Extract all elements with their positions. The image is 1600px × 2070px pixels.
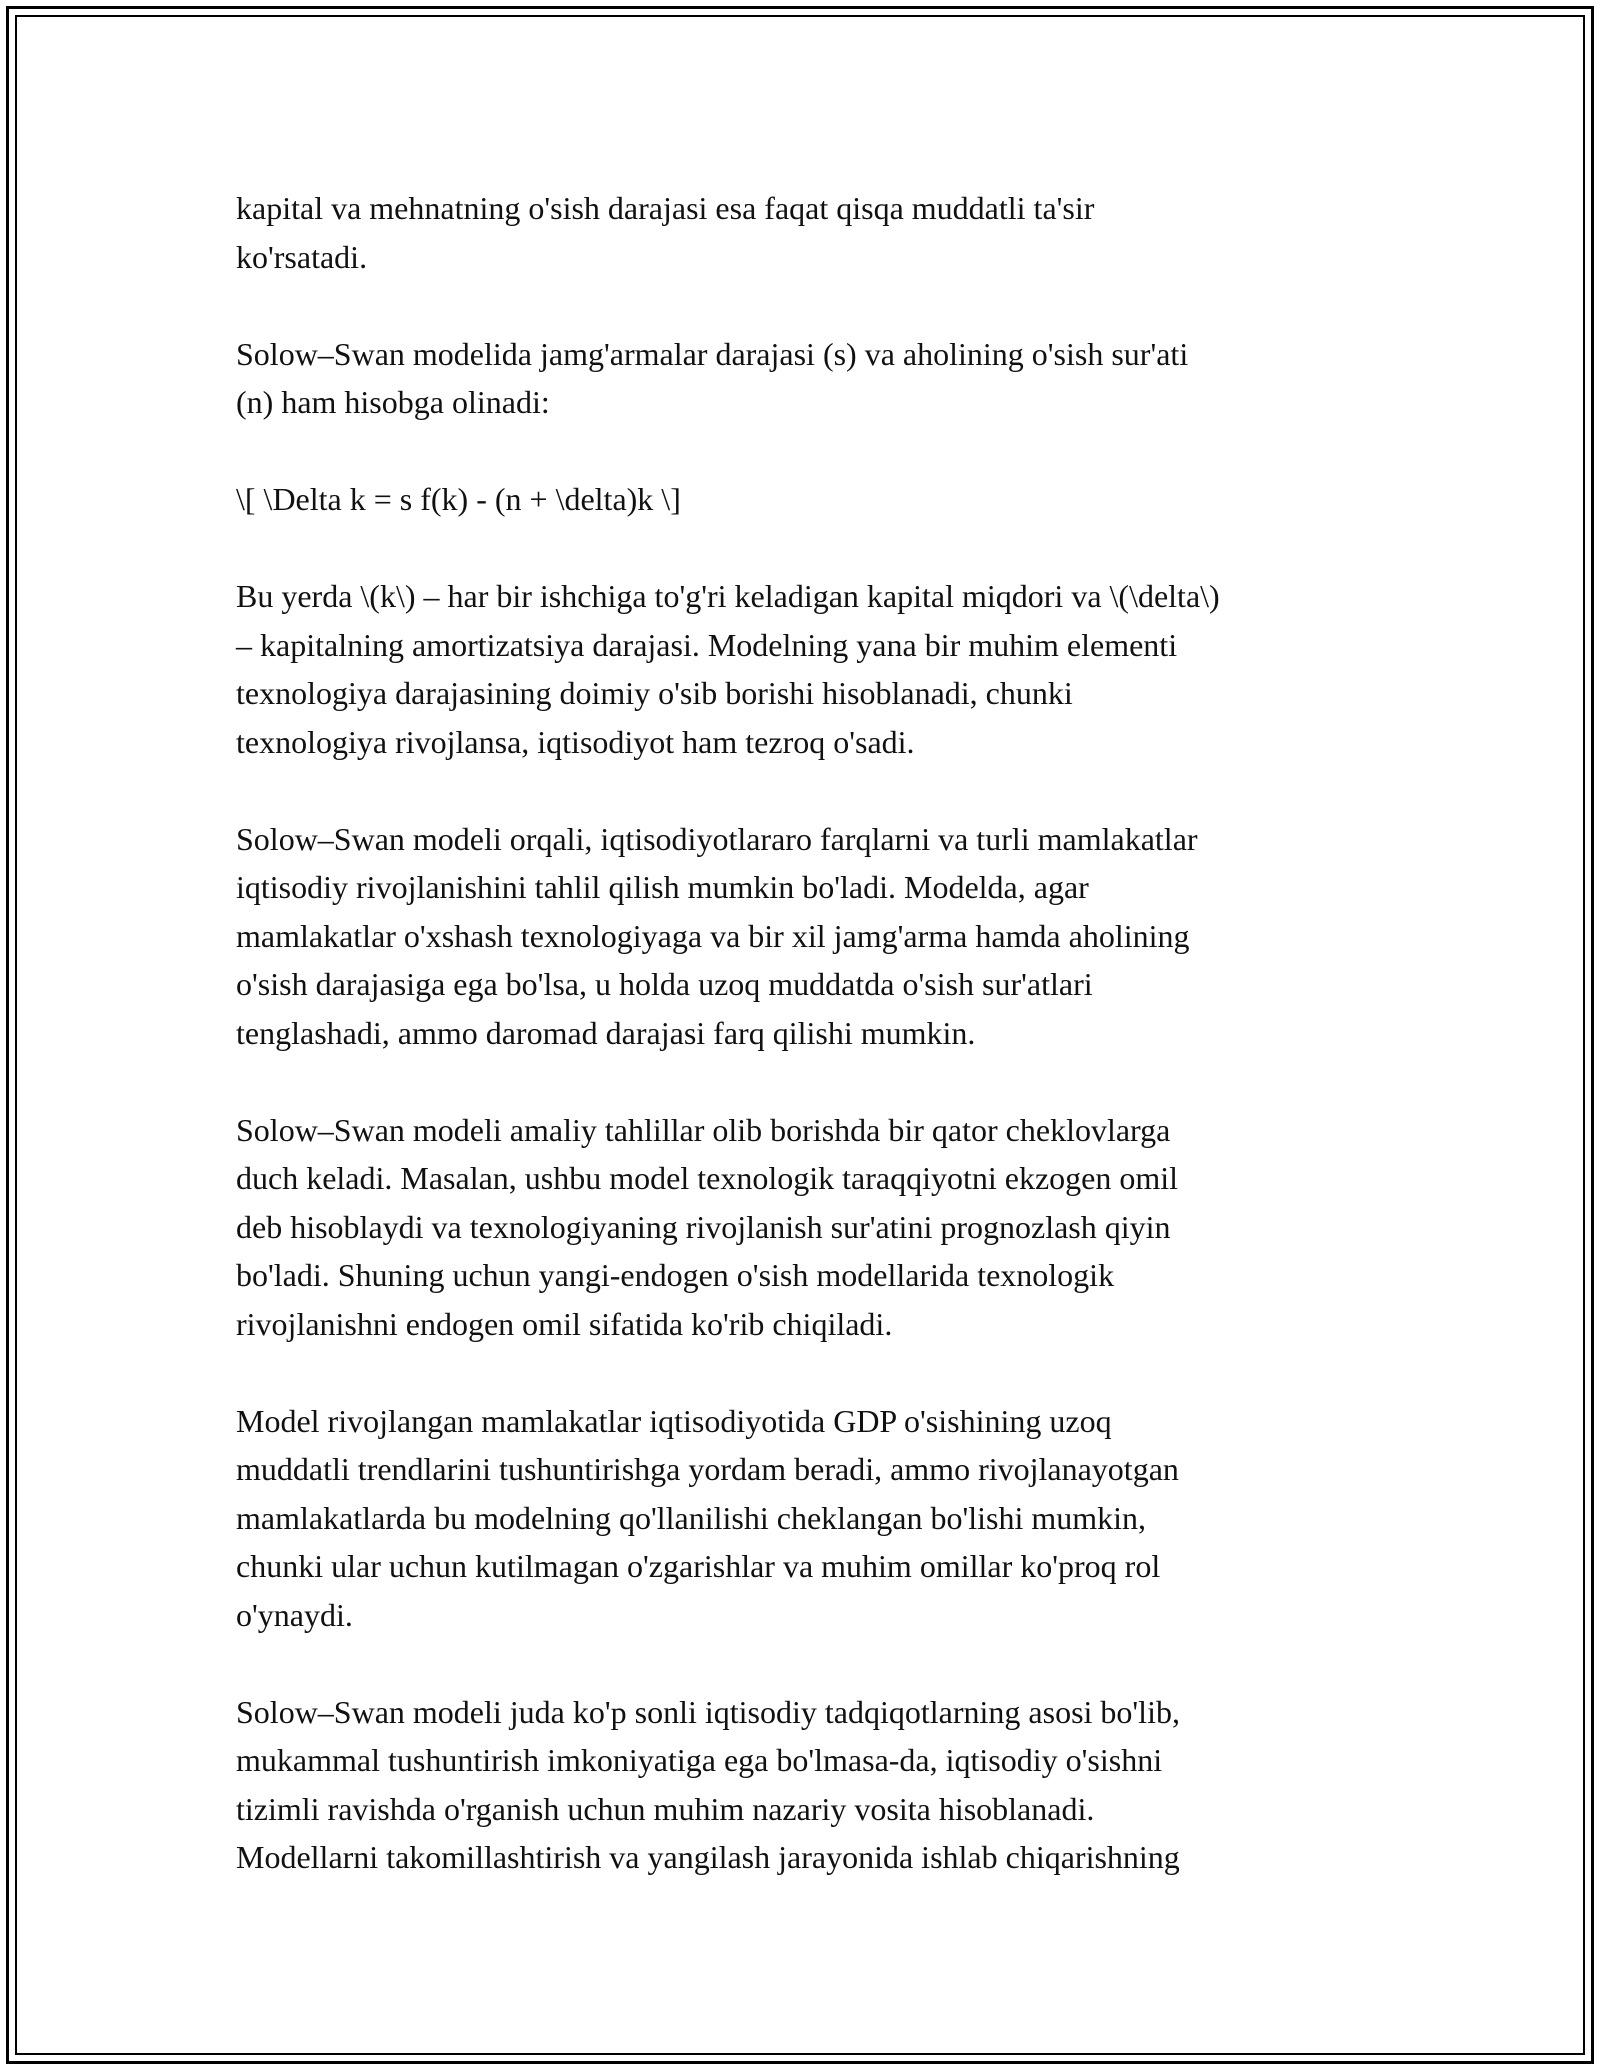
text-line: o'sish darajasiga ega bo'lsa, u holda uzoq muddatda o'sish sur'atlari	[236, 966, 1093, 1002]
text-line: mamlakatlarda bu modelning qo'llanilishi cheklangan bo'lishi mumkin,	[236, 1499, 1147, 1536]
text-line: bo'ladi. Shuning uchun yangi-endogen o'sish modellarida texnologik	[236, 1257, 1115, 1293]
paragraph-7	[236, 1688, 1386, 1882]
text-line: kapital va mehnatning o's﻿ish darajasi esa faqat qisqa muddatli ta'sir	[236, 190, 1095, 226]
text-line: Modellarni takomillashtirish va yangilash jarayonida ishlab chiqarishning	[236, 1839, 1180, 1875]
paragraph-1	[236, 184, 1386, 281]
text-line: Solow–Swan modeli orqali, iqtisodiyotlararo farqlarni va turli mamlakatlar	[236, 820, 1198, 857]
text-line: Solow–Swan modeli amaliy tahlillar olib borishda bir qator cheklovlarga	[236, 1111, 1171, 1148]
text-line: (n) ham hisobga olinadi:	[236, 384, 550, 420]
text-line: \[ \Delta k = s f(k) - (n + \delta)k \]	[236, 481, 681, 517]
paragraph-2	[236, 330, 1386, 427]
text-line: Solow–Swan modelida jamg'armalar darajasi (s) va aholining o'sish sur'ati	[236, 335, 1189, 372]
text-line: texnologiya rivojlansa, iqtisodiyot ham tezroq o'sadi.	[236, 723, 915, 760]
text-line: Bu yerda \(k\) – har bir ishchiga to'g'ri keladigan kapital miqdori va \(\delta\)	[236, 578, 1220, 614]
text-line: tizimli ravishda o'rganish uchun muhim nazariy vosita hisoblanadi.	[236, 1790, 1095, 1827]
text-line: tenglashadi, ammo daromad darajasi farq qilishi mumkin.	[236, 1014, 976, 1051]
text-line: duch keladi. Masalan, ushbu model texnologik taraqqiyotni ekzogen omil	[236, 1160, 1179, 1196]
text-line: mamlakatlar o'xshash texnologiyaga va bir xil jamg'arma hamda aholining	[236, 917, 1190, 954]
paragraph-3	[236, 572, 1386, 766]
text-line: rivojlanishni endogen omil sifatida ko'rib chiqiladi.	[236, 1305, 893, 1342]
paragraph-5	[236, 1106, 1386, 1349]
text-line: mukammal tushuntirish imkoniyatiga ega bo'lmasa-da, iqtisodiy o'sishni	[236, 1742, 1163, 1778]
text-line: texnologiya darajasining doimiy o'sib borishi hisoblanadi, chunki	[236, 675, 1073, 711]
paragraph-4	[236, 815, 1386, 1058]
text-line: Model rivojlangan mamlakatlar iqtisodiyotida GDP o'sishining uzoq	[236, 1402, 1112, 1439]
text-line: ko'rsatadi.	[236, 238, 368, 275]
text-line: deb hisoblaydi va texnologiyaning rivojlanish sur'atini prognozlash qiyin	[236, 1208, 1171, 1245]
equation-line	[236, 475, 1386, 524]
text-line: muddatli trendlarini tushuntirishga yordam beradi, ammo rivojlanayotgan	[236, 1451, 1179, 1487]
text-line: iqtisodiy rivojlanishini tahlil qilish mumkin bo'ladi. Modelda, agar	[236, 869, 1089, 905]
text-line: – kapitalning amortizatsiya darajasi. Modelning yana bir muhim elementi	[236, 626, 1178, 663]
document-body	[236, 184, 1386, 1930]
paragraph-6	[236, 1397, 1386, 1640]
text-line: Solow–Swan modeli juda ko'p sonli iqtisodiy tadqiqotlarning asosi bo'lib,	[236, 1693, 1180, 1730]
text-line: chunki ular uchun kutilmagan o'zgarishlar va muhim omillar ko'proq rol	[236, 1548, 1161, 1584]
text-line: o'ynaydi.	[236, 1596, 353, 1633]
